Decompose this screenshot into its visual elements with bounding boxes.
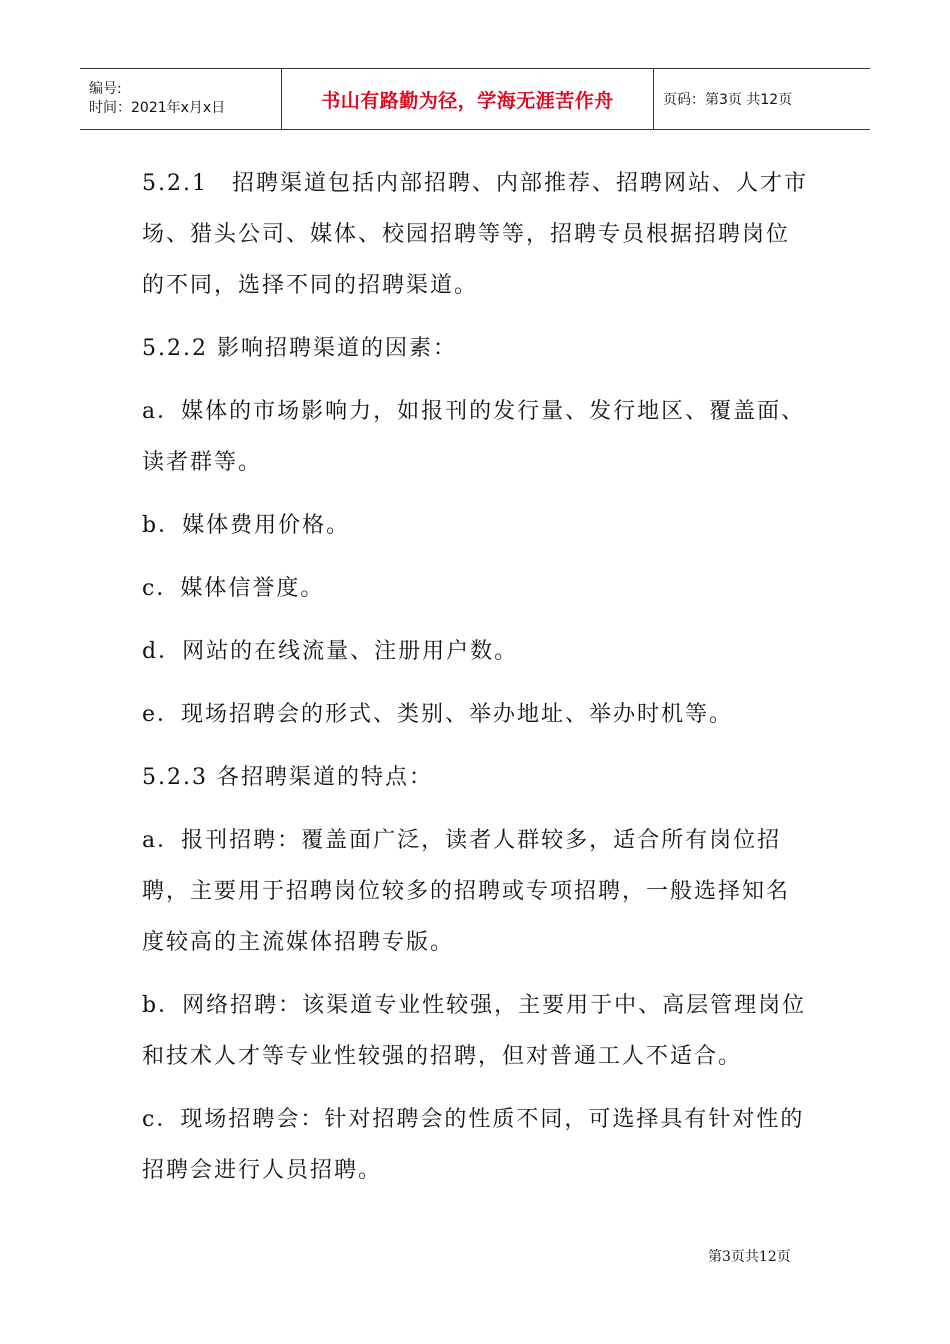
header-page-number: 页码：第3页 共12页 — [663, 92, 793, 108]
paragraph: e．现场招聘会的形式、类别、举办地址、举办时机等。 — [142, 702, 734, 727]
paragraph: 5.2.1 招聘渠道包括内部招聘、内部推荐、招聘网站、人才市场、猎头公司、媒体、校园招聘等等，招聘专员根据招聘岗位的不同，选择不同的招聘渠道。 — [142, 171, 808, 298]
paragraph: d．网站的在线流量、注册用户数。 — [142, 639, 519, 664]
header-page-cell — [654, 69, 870, 129]
paragraph: b．媒体费用价格。 — [142, 513, 351, 538]
document-time-label: 时间：2021年x月x日 — [89, 100, 226, 116]
paragraph: b．网络招聘：该渠道专业性较强，主要用于中、高层管理岗位和技术人才等专业性较强的招聘，但对普通工人不适合。 — [142, 993, 807, 1069]
paragraph: a．媒体的市场影响力，如报刊的发行量、发行地区、覆盖面、读者群等。 — [142, 399, 806, 475]
header-motto-cell — [282, 69, 654, 129]
header-motto: 书山有路勤为径，学海无涯苦作舟 — [321, 89, 614, 112]
page-footer: 第3页共12页 — [708, 1249, 791, 1265]
section-heading: 5.2.2 影响招聘渠道的因素： — [142, 336, 457, 361]
header-meta — [80, 69, 282, 129]
page-header — [80, 68, 870, 130]
paragraph: c．现场招聘会：针对招聘会的性质不同，可选择具有针对性的招聘会进行人员招聘。 — [142, 1107, 805, 1183]
section-heading: 5.2.3 各招聘渠道的特点： — [142, 765, 433, 790]
document-number-label: 编号: — [89, 81, 122, 97]
document-body — [142, 158, 810, 1208]
paragraph: c．媒体信誉度。 — [142, 576, 325, 601]
paragraph: a．报刊招聘：覆盖面广泛，读者人群较多，适合所有岗位招聘，主要用于招聘岗位较多的招聘或专项招聘，一般选择知名度较高的主流媒体招聘专版。 — [142, 828, 791, 955]
